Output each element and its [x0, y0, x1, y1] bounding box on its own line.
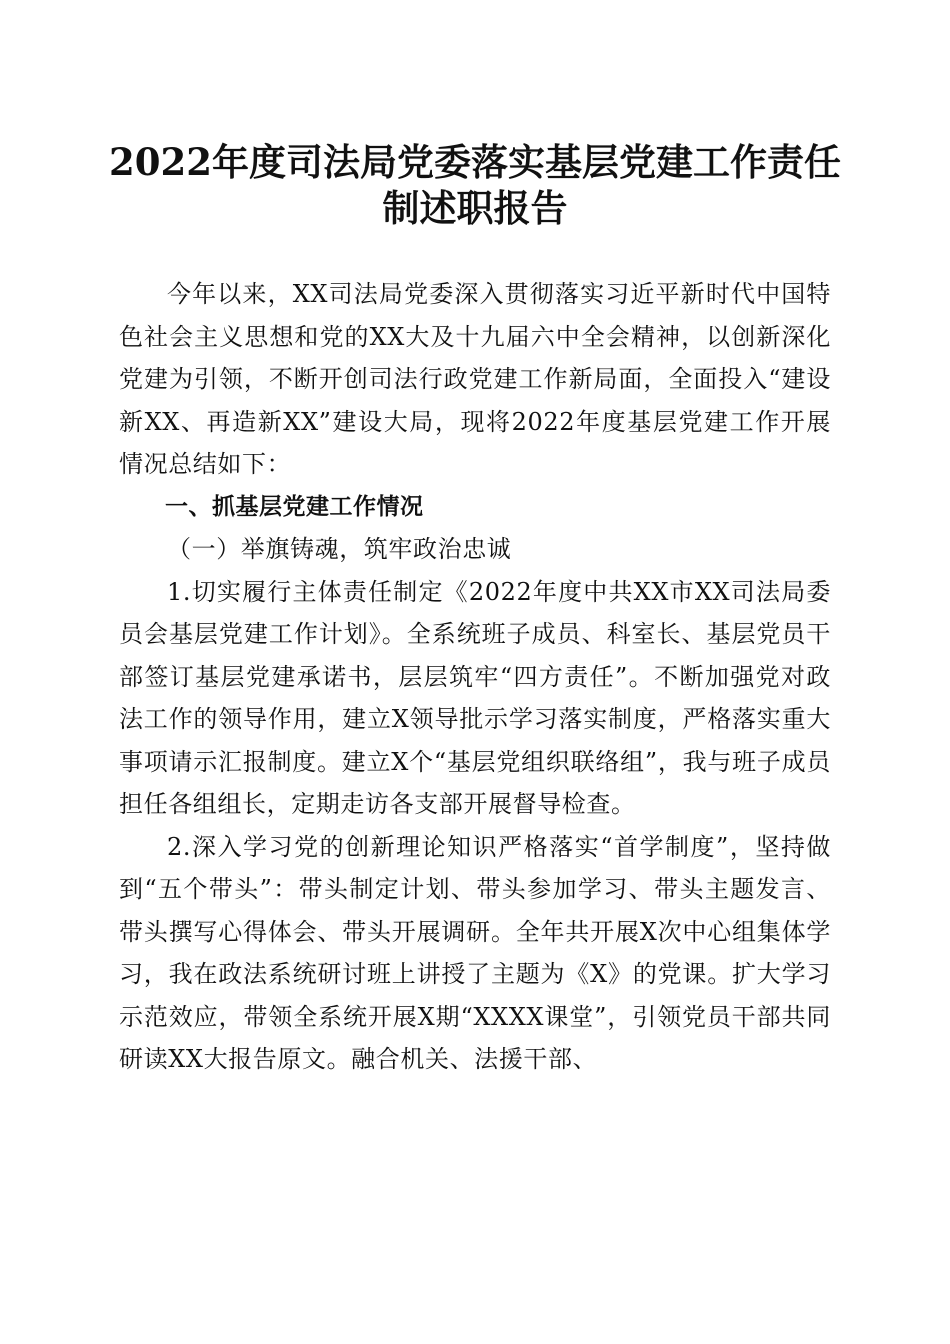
document-title-line-2: 制述职报告 [382, 186, 568, 230]
document-title-line-1: 2022年度司法局党委落实基层党建工作责任 [109, 140, 841, 184]
item-2-paragraph: 2.深入学习党的创新理论知识严格落实“首学制度”，坚持做到“五个带头”：带头制定计划、带头参加学习、带头主题发言、带头撰写心得体会、带头开展调研。全年共开展X次中心组集体学习，我在政法系统研讨班上讲授了主题为《X》的党课。扩大学习示范效应，带领全系统开展X期“XXXX课堂”，引领党员干部共同研读XX大报告原文。融合机关、法援干部、 [119, 832, 831, 1073]
item-1-paragraph: 1.切实履行主体责任制定《2022年度中共XX市XX司法局委员会基层党建工作计划》。全系统班子成员、科室长、基层党员干部签订基层党建承诺书，层层筑牢“四方责任”。不断加强党对政法工作的领导作用，建立X领导批示学习落实制度，严格落实重大事项请示汇报制度。建立X个“基层党组织联络组”，我与班子成员担任各组组长，定期走访各支部开展督导检查。 [119, 577, 831, 818]
intro-paragraph: 今年以来，XX司法局党委深入贯彻落实习近平新时代中国特色社会主义思想和党的XX大及十九届六中全会精神，以创新深化党建为引领，不断开创司法行政党建工作新局面，全面投入“建设新XX、再造新XX”建设大局，现将2022年度基层党建工作开展情况总结如下： [119, 280, 831, 478]
document-body [119, 273, 831, 1081]
subsection-heading: （一）举旗铸魂，筑牢政治忠诚 [167, 535, 512, 563]
section-heading: 一、抓基层党建工作情况 [165, 493, 424, 520]
